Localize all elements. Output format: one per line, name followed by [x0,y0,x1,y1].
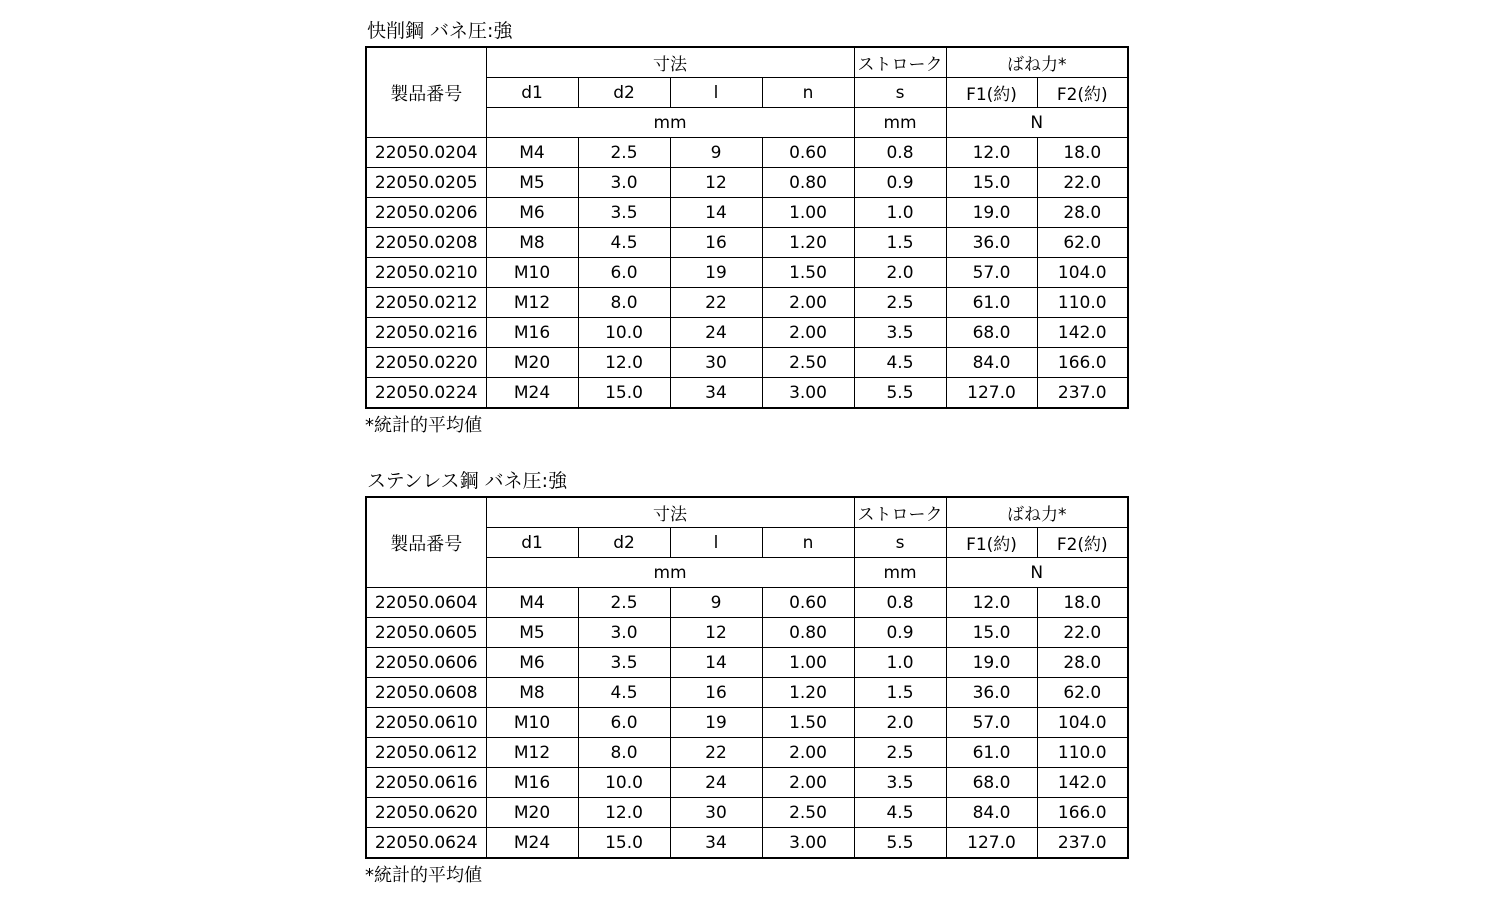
stroke-header: ストローク [854,497,946,528]
table-body [366,588,1128,859]
cell-n: 2.50 [762,348,854,378]
cell-d2: 8.0 [578,738,670,768]
cell-l: 34 [670,378,762,409]
cell-d1: M24 [486,378,578,409]
cell-l: 30 [670,348,762,378]
cell-product: 22050.0605 [366,618,486,648]
cell-n: 3.00 [762,828,854,859]
table-body [366,138,1128,409]
cell-d2: 4.5 [578,228,670,258]
cell-n: 2.00 [762,738,854,768]
table-row [366,288,1128,318]
cell-d1: M4 [486,138,578,168]
cell-d2: 10.0 [578,318,670,348]
cell-d1: M4 [486,588,578,618]
cell-s: 5.5 [854,378,946,409]
cell-f2: 166.0 [1037,798,1128,828]
cell-f2: 166.0 [1037,348,1128,378]
cell-s: 1.0 [854,648,946,678]
table-row [366,648,1128,678]
cell-d1: M5 [486,618,578,648]
f2-header: F2(約) [1037,528,1128,558]
cell-product: 22050.0606 [366,648,486,678]
cell-l: 24 [670,318,762,348]
cell-l: 19 [670,708,762,738]
cell-n: 2.50 [762,798,854,828]
cell-s: 4.5 [854,798,946,828]
cell-l: 12 [670,618,762,648]
cell-l: 22 [670,288,762,318]
cell-product: 22050.0216 [366,318,486,348]
cell-f2: 28.0 [1037,198,1128,228]
cell-f2: 110.0 [1037,288,1128,318]
cell-product: 22050.0610 [366,708,486,738]
cell-n: 1.00 [762,198,854,228]
cell-f1: 68.0 [946,318,1037,348]
cell-d2: 3.5 [578,198,670,228]
cell-f2: 110.0 [1037,738,1128,768]
section-title: ステンレス鋼 バネ圧:強 [367,470,568,492]
spec-table [365,46,1129,409]
table-row [366,738,1128,768]
cell-l: 9 [670,138,762,168]
cell-d2: 3.5 [578,648,670,678]
table-row [366,228,1128,258]
cell-f2: 18.0 [1037,138,1128,168]
s-header: s [854,528,946,558]
spec-section-free-cutting-steel [365,16,1129,443]
cell-d2: 6.0 [578,708,670,738]
d1-header: d1 [486,528,578,558]
cell-s: 0.8 [854,588,946,618]
cell-n: 2.00 [762,288,854,318]
cell-f1: 12.0 [946,588,1037,618]
cell-d2: 15.0 [578,828,670,859]
cell-product: 22050.0204 [366,138,486,168]
cell-d2: 2.5 [578,138,670,168]
l-header: l [670,528,762,558]
n-header: n [762,78,854,108]
cell-l: 30 [670,798,762,828]
cell-s: 1.5 [854,228,946,258]
cell-n: 0.80 [762,168,854,198]
cell-s: 1.5 [854,678,946,708]
cell-d2: 2.5 [578,588,670,618]
cell-d1: M12 [486,738,578,768]
cell-f2: 28.0 [1037,648,1128,678]
l-header: l [670,78,762,108]
cell-n: 0.60 [762,588,854,618]
table-row [366,258,1128,288]
cell-f2: 62.0 [1037,228,1128,258]
cell-n: 0.80 [762,618,854,648]
cell-n: 1.50 [762,258,854,288]
cell-f1: 61.0 [946,738,1037,768]
cell-f1: 57.0 [946,708,1037,738]
cell-d2: 3.0 [578,168,670,198]
cell-f1: 12.0 [946,138,1037,168]
cell-product: 22050.0210 [366,258,486,288]
cell-d1: M8 [486,228,578,258]
cell-d2: 3.0 [578,618,670,648]
table-row [366,348,1128,378]
cell-l: 19 [670,258,762,288]
cell-f1: 19.0 [946,198,1037,228]
cell-f2: 237.0 [1037,828,1128,859]
spec-section-stainless-steel [365,466,1129,893]
cell-f1: 127.0 [946,378,1037,409]
cell-d1: M8 [486,678,578,708]
d2-header: d2 [578,78,670,108]
cell-f1: 127.0 [946,828,1037,859]
cell-s: 0.9 [854,168,946,198]
table-row [366,588,1128,618]
product-number-header: 製品番号 [366,497,486,588]
cell-s: 3.5 [854,318,946,348]
cell-f2: 237.0 [1037,378,1128,409]
table-row [366,198,1128,228]
cell-f1: 36.0 [946,228,1037,258]
cell-d1: M20 [486,348,578,378]
cell-f2: 104.0 [1037,708,1128,738]
stroke-header: ストローク [854,47,946,78]
cell-l: 24 [670,768,762,798]
f1-header: F1(約) [946,528,1037,558]
cell-product: 22050.0616 [366,768,486,798]
table-row [366,798,1128,828]
cell-f1: 68.0 [946,768,1037,798]
table-row [366,708,1128,738]
cell-f1: 15.0 [946,618,1037,648]
cell-d2: 4.5 [578,678,670,708]
cell-d1: M20 [486,798,578,828]
cell-d1: M6 [486,648,578,678]
cell-l: 9 [670,588,762,618]
cell-f2: 142.0 [1037,318,1128,348]
cell-f2: 142.0 [1037,768,1128,798]
n-header: n [762,528,854,558]
cell-n: 0.60 [762,138,854,168]
cell-l: 14 [670,198,762,228]
cell-f2: 104.0 [1037,258,1128,288]
cell-d1: M16 [486,318,578,348]
cell-d1: M10 [486,258,578,288]
cell-f1: 36.0 [946,678,1037,708]
unit-force: N [946,558,1128,588]
table-row [366,168,1128,198]
unit-stroke: mm [854,108,946,138]
cell-d2: 15.0 [578,378,670,409]
table-row [366,138,1128,168]
cell-s: 2.5 [854,288,946,318]
cell-f2: 18.0 [1037,588,1128,618]
cell-n: 1.00 [762,648,854,678]
cell-d1: M16 [486,768,578,798]
cell-l: 14 [670,648,762,678]
cell-s: 0.8 [854,138,946,168]
cell-f1: 57.0 [946,258,1037,288]
cell-d2: 8.0 [578,288,670,318]
cell-f1: 15.0 [946,168,1037,198]
dimensions-header: 寸法 [486,47,854,78]
cell-d2: 12.0 [578,348,670,378]
cell-product: 22050.0208 [366,228,486,258]
cell-d2: 10.0 [578,768,670,798]
cell-l: 16 [670,228,762,258]
f2-header: F2(約) [1037,78,1128,108]
footnote: *統計的平均値 [365,865,482,886]
s-header: s [854,78,946,108]
cell-f1: 61.0 [946,288,1037,318]
table-row [366,318,1128,348]
spring-force-header: ばね力* [946,47,1128,78]
cell-n: 1.50 [762,708,854,738]
d2-header: d2 [578,528,670,558]
cell-d1: M5 [486,168,578,198]
cell-product: 22050.0608 [366,678,486,708]
cell-product: 22050.0604 [366,588,486,618]
cell-product: 22050.0212 [366,288,486,318]
cell-n: 3.00 [762,378,854,409]
cell-d1: M12 [486,288,578,318]
cell-n: 2.00 [762,318,854,348]
cell-product: 22050.0612 [366,738,486,768]
cell-l: 16 [670,678,762,708]
footnote: *統計的平均値 [365,415,482,436]
cell-product: 22050.0220 [366,348,486,378]
d1-header: d1 [486,78,578,108]
cell-product: 22050.0224 [366,378,486,409]
cell-d2: 6.0 [578,258,670,288]
cell-n: 1.20 [762,678,854,708]
cell-product: 22050.0205 [366,168,486,198]
unit-force: N [946,108,1128,138]
cell-product: 22050.0206 [366,198,486,228]
cell-s: 5.5 [854,828,946,859]
cell-s: 0.9 [854,618,946,648]
cell-d1: M24 [486,828,578,859]
cell-f1: 84.0 [946,348,1037,378]
section-title: 快削鋼 バネ圧:強 [367,20,513,42]
cell-f1: 19.0 [946,648,1037,678]
unit-dimensions: mm [486,558,854,588]
cell-n: 2.00 [762,768,854,798]
cell-d2: 12.0 [578,798,670,828]
cell-s: 3.5 [854,768,946,798]
cell-s: 1.0 [854,198,946,228]
cell-s: 4.5 [854,348,946,378]
spec-table [365,496,1129,859]
table-row [366,678,1128,708]
cell-d1: M10 [486,708,578,738]
cell-product: 22050.0624 [366,828,486,859]
cell-f2: 22.0 [1037,168,1128,198]
table-row [366,828,1128,859]
cell-d1: M6 [486,198,578,228]
spring-force-header: ばね力* [946,497,1128,528]
f1-header: F1(約) [946,78,1037,108]
cell-s: 2.0 [854,258,946,288]
cell-f2: 62.0 [1037,678,1128,708]
cell-l: 12 [670,168,762,198]
cell-l: 34 [670,828,762,859]
unit-stroke: mm [854,558,946,588]
cell-s: 2.5 [854,738,946,768]
table-row [366,378,1128,409]
cell-n: 1.20 [762,228,854,258]
cell-product: 22050.0620 [366,798,486,828]
cell-l: 22 [670,738,762,768]
table-row [366,768,1128,798]
table-row [366,618,1128,648]
cell-s: 2.0 [854,708,946,738]
cell-f1: 84.0 [946,798,1037,828]
dimensions-header: 寸法 [486,497,854,528]
unit-dimensions: mm [486,108,854,138]
product-number-header: 製品番号 [366,47,486,138]
cell-f2: 22.0 [1037,618,1128,648]
